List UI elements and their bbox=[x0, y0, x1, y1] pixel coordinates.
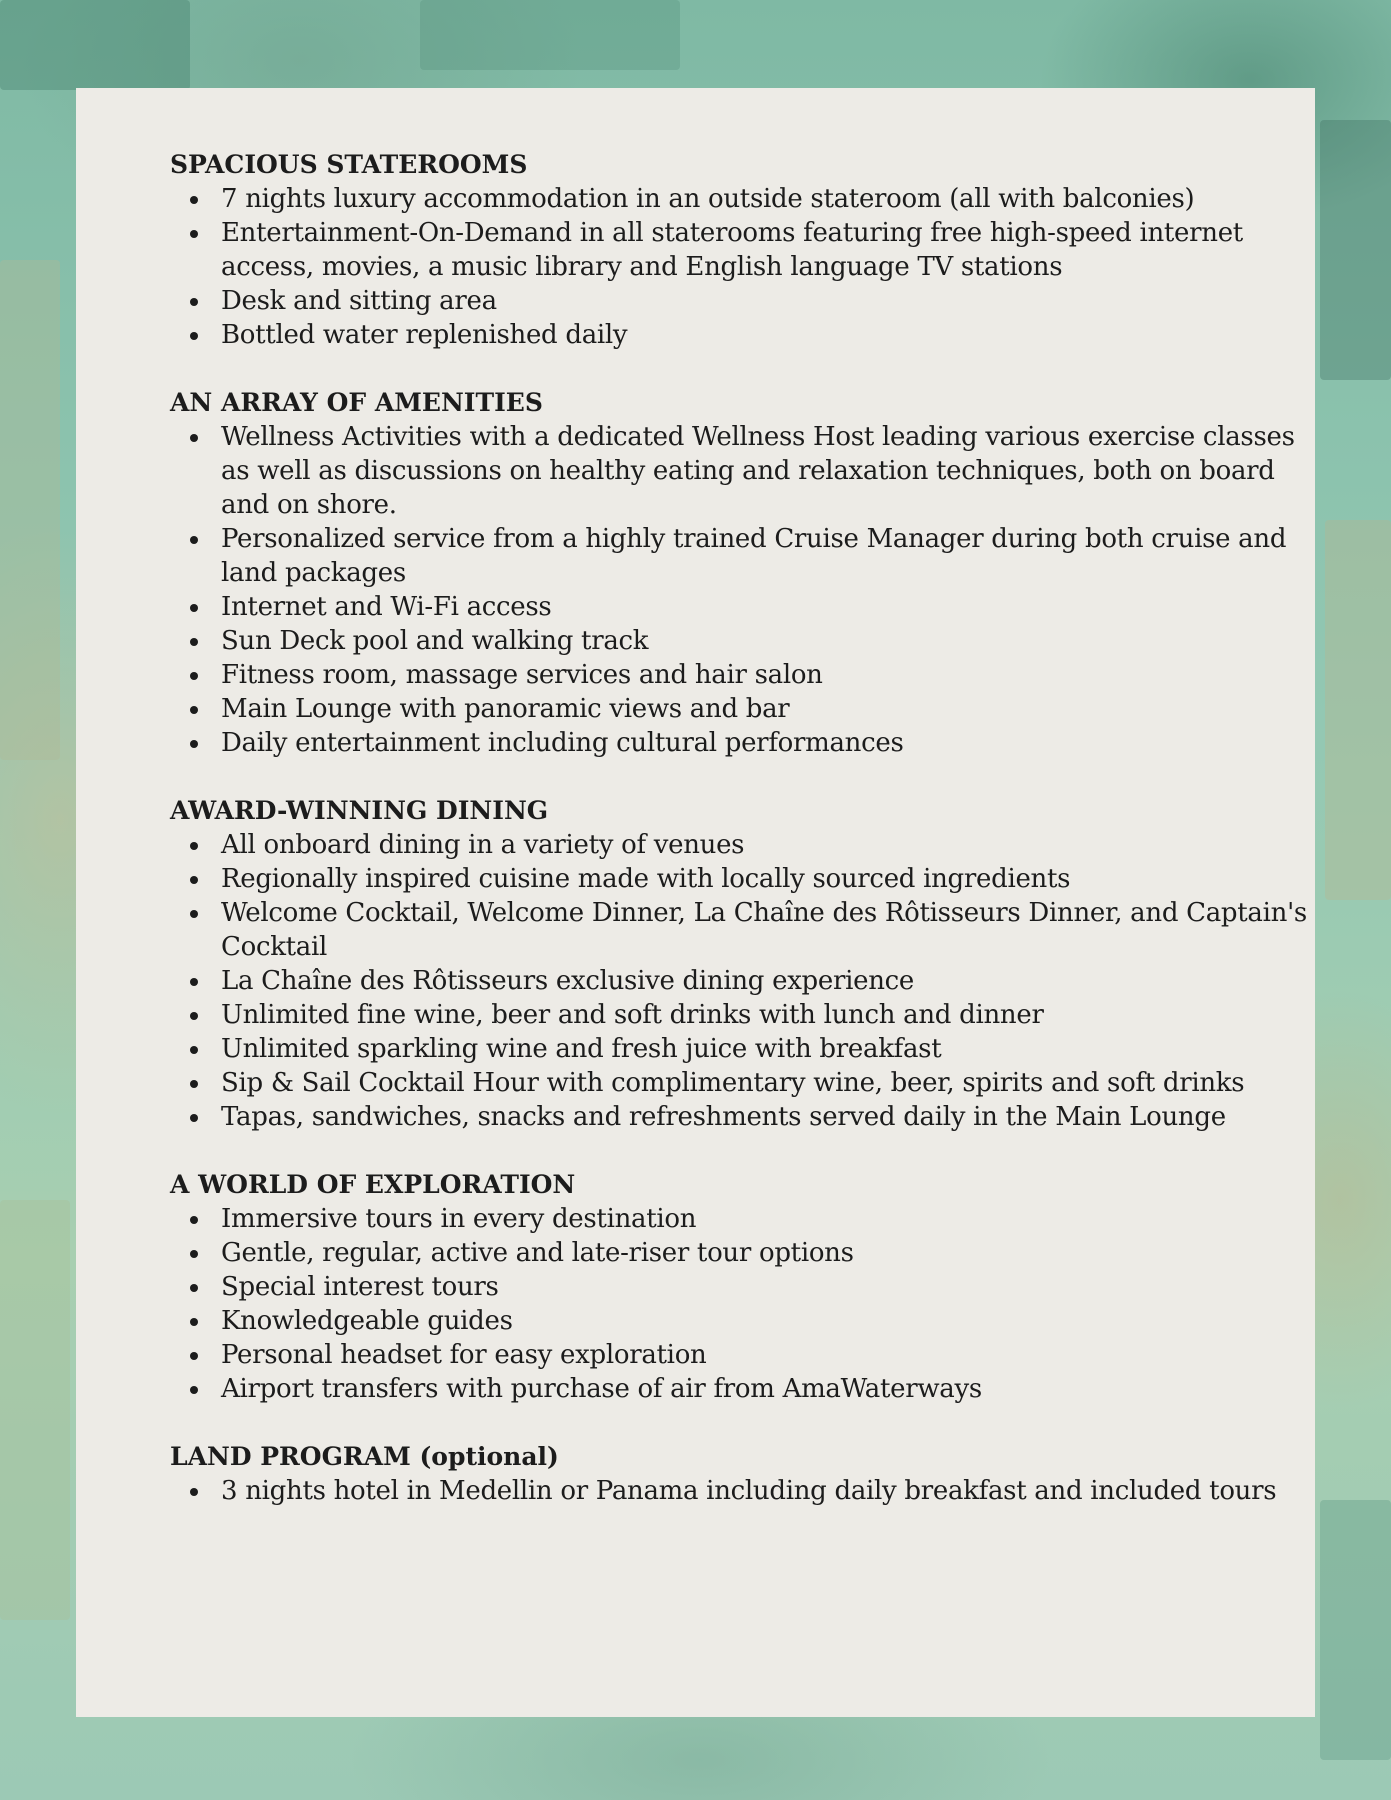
list-item: Entertainment-On-Demand in all staterooms featuring free high-speed internet access, movies, a music library and English language TV stations bbox=[221, 216, 1320, 284]
list-item: Knowledgeable guides bbox=[221, 1304, 1320, 1338]
list-item: Internet and Wi-Fi access bbox=[221, 590, 1320, 624]
section-dining bbox=[170, 794, 1320, 1134]
bullet-list bbox=[170, 1474, 1320, 1508]
list-item: Welcome Cocktail, Welcome Dinner, La Chaîne des Rôtisseurs Dinner, and Captain's Cocktail bbox=[221, 896, 1320, 964]
list-item: Daily entertainment including cultural performances bbox=[221, 726, 1320, 760]
list-item: La Chaîne des Rôtisseurs exclusive dining experience bbox=[221, 964, 1320, 998]
list-item: Tapas, sandwiches, snacks and refreshments served daily in the Main Lounge bbox=[221, 1100, 1320, 1134]
bullet-list bbox=[170, 420, 1320, 760]
bullet-list bbox=[170, 182, 1320, 352]
list-item: Special interest tours bbox=[221, 1270, 1320, 1304]
list-item: Wellness Activities with a dedicated Wellness Host leading various exercise classes as well as discussions on healthy eating and relaxation techniques, both on board and on shore. bbox=[221, 420, 1320, 522]
list-item: Personalized service from a highly trained Cruise Manager during both cruise and land packages bbox=[221, 522, 1320, 590]
section-heading: LAND PROGRAM (optional) bbox=[170, 1442, 559, 1471]
list-item: Gentle, regular, active and late-riser tour options bbox=[221, 1236, 1320, 1270]
list-item: Personal headset for easy exploration bbox=[221, 1338, 1320, 1372]
list-item: Airport transfers with purchase of air from AmaWaterways bbox=[221, 1372, 1320, 1406]
list-item: Regionally inspired cuisine made with locally sourced ingredients bbox=[221, 862, 1320, 896]
list-item: 3 nights hotel in Medellin or Panama including daily breakfast and included tours bbox=[221, 1474, 1320, 1508]
section-heading: A WORLD OF EXPLORATION bbox=[170, 1170, 576, 1199]
bullet-list bbox=[170, 1202, 1320, 1406]
section-heading: AN ARRAY OF AMENITIES bbox=[170, 388, 543, 417]
list-item: Unlimited fine wine, beer and soft drinks with lunch and dinner bbox=[221, 998, 1320, 1032]
section-staterooms bbox=[170, 148, 1320, 352]
list-item: Fitness room, massage services and hair salon bbox=[221, 658, 1320, 692]
section-land-program bbox=[170, 1440, 1320, 1508]
list-item: Sip & Sail Cocktail Hour with complimentary wine, beer, spirits and soft drinks bbox=[221, 1066, 1320, 1100]
section-amenities bbox=[170, 386, 1320, 760]
list-item: Bottled water replenished daily bbox=[221, 318, 1320, 352]
list-item: All onboard dining in a variety of venues bbox=[221, 828, 1320, 862]
list-item: Unlimited sparkling wine and fresh juice with breakfast bbox=[221, 1032, 1320, 1066]
bullet-list bbox=[170, 828, 1320, 1134]
section-exploration bbox=[170, 1168, 1320, 1406]
list-item: Sun Deck pool and walking track bbox=[221, 624, 1320, 658]
list-item: Immersive tours in every destination bbox=[221, 1202, 1320, 1236]
section-heading: AWARD-WINNING DINING bbox=[170, 796, 549, 825]
list-item: Main Lounge with panoramic views and bar bbox=[221, 692, 1320, 726]
list-item: 7 nights luxury accommodation in an outside stateroom (all with balconies) bbox=[221, 182, 1320, 216]
list-item: Desk and sitting area bbox=[221, 284, 1320, 318]
section-heading: SPACIOUS STATEROOMS bbox=[170, 150, 528, 179]
inclusions-list bbox=[170, 148, 1320, 1542]
